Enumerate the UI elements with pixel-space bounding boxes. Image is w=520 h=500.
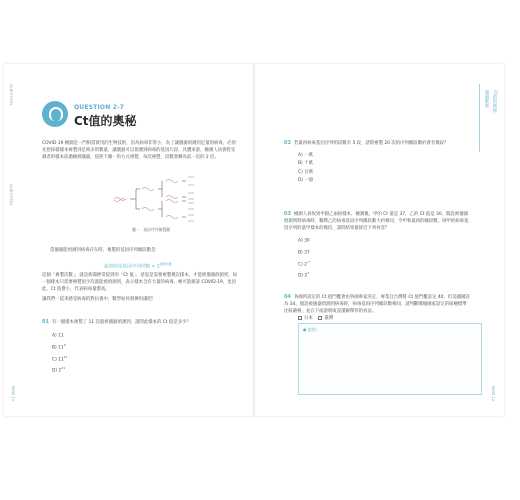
question-1 xyxy=(42,319,240,326)
option-c[interactable]: C) $2^{-7}$ xyxy=(298,259,310,267)
page-number: PAGE 12 xyxy=(491,386,495,402)
formula-exponent: 複製次數 xyxy=(159,262,172,266)
paragraph-4: 讓我們一起來感受病毒的對抗番中，數學如何發揮用處吧！ xyxy=(42,297,157,302)
question-text: 有一個樣本複製了 11 次就被儀器偵測到，請問此樣本的 Ct 值是多少？ xyxy=(51,320,191,325)
dna-replication-figure xyxy=(110,169,200,229)
dna-strand-icon xyxy=(166,200,178,203)
option-b[interactable]: B) 十萬 xyxy=(298,161,313,167)
left-page xyxy=(4,64,254,416)
right-page xyxy=(254,64,504,416)
question-number: 03 xyxy=(284,211,291,217)
paragraph-3: 這個「複製次數」，就是新聞裡常提到的「Ct 值」，意思是需要複製幾次樣本，才能被儀器偵測到，如一個樣本只需要複製很少次就能被偵測到，表示樣本含有大量的病毒，極可能確診 COVID-19，也因此，Ct 值愈小，代表病毒量愈高。 xyxy=(42,273,237,292)
question-mark-icon xyxy=(42,101,68,127)
option-d[interactable]: D) 一億 xyxy=(298,177,314,183)
checkbox-japan-label: 日本 xyxy=(304,316,313,321)
option-d[interactable]: D) $2^7$ xyxy=(298,271,310,279)
option-c[interactable]: C) 百萬 xyxy=(298,169,313,175)
country-choice xyxy=(298,315,333,321)
question-4 xyxy=(284,294,470,315)
question-2 xyxy=(284,140,470,147)
option-b[interactable]: B) $11^2$ xyxy=(52,342,66,351)
question-2-options xyxy=(298,152,313,185)
checkbox-taiwan-label: 臺灣 xyxy=(324,316,334,321)
tab-label-2: Ct值的奧秘 xyxy=(492,90,497,113)
question-3 xyxy=(284,211,470,232)
question-1-options xyxy=(52,329,68,376)
option-c[interactable]: C) $11^{11}$ xyxy=(52,354,68,362)
checkbox-taiwan[interactable] xyxy=(318,316,322,320)
dna-strand-icon xyxy=(142,208,154,211)
option-a[interactable]: A) 11 xyxy=(52,333,64,339)
question-3-options xyxy=(298,234,310,281)
answer-textarea[interactable] xyxy=(298,323,482,395)
paragraph-2: 當儀器能偵測到病毒存在時，複製的基因序列總段數是： xyxy=(50,248,160,253)
formula xyxy=(104,262,172,270)
question-number: 02 xyxy=(284,140,291,146)
question-text: 檢測人員收到甲跟乙兩組樣本，檢測後，甲的 Ct 值是 37，乙的 Ct 值是 30，假設被儀器偵測到時病毒時，稀釋乙的病毒基因序列總段數大約相同，令甲和最初的總段數，則甲的病毒基因序列的量甲樣本的幾倍，請問結果最接近下列何者？ xyxy=(284,212,469,231)
book-spread xyxy=(4,64,504,416)
intro-paragraph: COVID-19 檢測是一門相當實用的生物技術，因為病毒非常小，為了讓儀器偵測到足量的病毒，必須先把採樣樣本複製到足夠多的數量，讓儀器可以偵測到病毒的基因片段，具體來說，檢測人員會將受測者的樣本依循檢測儀器，依照下圖一的方式複製，每次複製，段數會擴為前一次的 2 倍。 xyxy=(42,141,236,160)
question-text: 若最初病毒基因序列的段數有 5 段，請問複製 20 次的序列總段數約會有幾段？ xyxy=(293,141,449,146)
side-label-2: QUESTION xyxy=(9,184,13,206)
option-a[interactable]: A) 30 xyxy=(298,238,310,244)
chapter-tab xyxy=(479,84,501,152)
option-b[interactable]: B) 37 xyxy=(298,250,310,256)
dna-strand-icon xyxy=(166,180,178,183)
question-number: 01 xyxy=(42,319,49,325)
side-label: QUESTION xyxy=(9,84,13,106)
question-label: QUESTION 2-7 xyxy=(74,104,125,111)
tab-label-1: 閱讀素養 xyxy=(484,90,489,108)
question-text: 各國所設定的 Ct 值門檻會由各國專家決定，專業且台灣將 Ct 值門檻設定 40，但美國國設為 34，假設被儀器偵測到病毒時，病毒基因序列總段數相同，請判斷哪個國家設定的採檢標準比較嚴格，並在下面說明或誤讀解釋你的看法。 xyxy=(284,295,470,314)
formula-text: 最初病毒基因序列段數 × 2 xyxy=(104,264,160,270)
page-title: Ct值的奧秘 xyxy=(74,114,137,128)
question-number: 04 xyxy=(284,294,291,300)
page-number: PAGE 11 xyxy=(11,386,15,402)
answer-label: ● 說明： xyxy=(303,327,320,332)
figure-caption: 圖一 基因序列複製圖 xyxy=(132,227,170,232)
dna-strand-icon xyxy=(166,196,178,199)
option-a[interactable]: A) 一萬 xyxy=(298,153,313,158)
checkbox-japan[interactable] xyxy=(298,316,302,320)
dna-strand-icon xyxy=(142,188,154,191)
option-d[interactable]: D) $2^{11}$ xyxy=(52,366,66,374)
dna-strand-icon xyxy=(166,216,178,219)
